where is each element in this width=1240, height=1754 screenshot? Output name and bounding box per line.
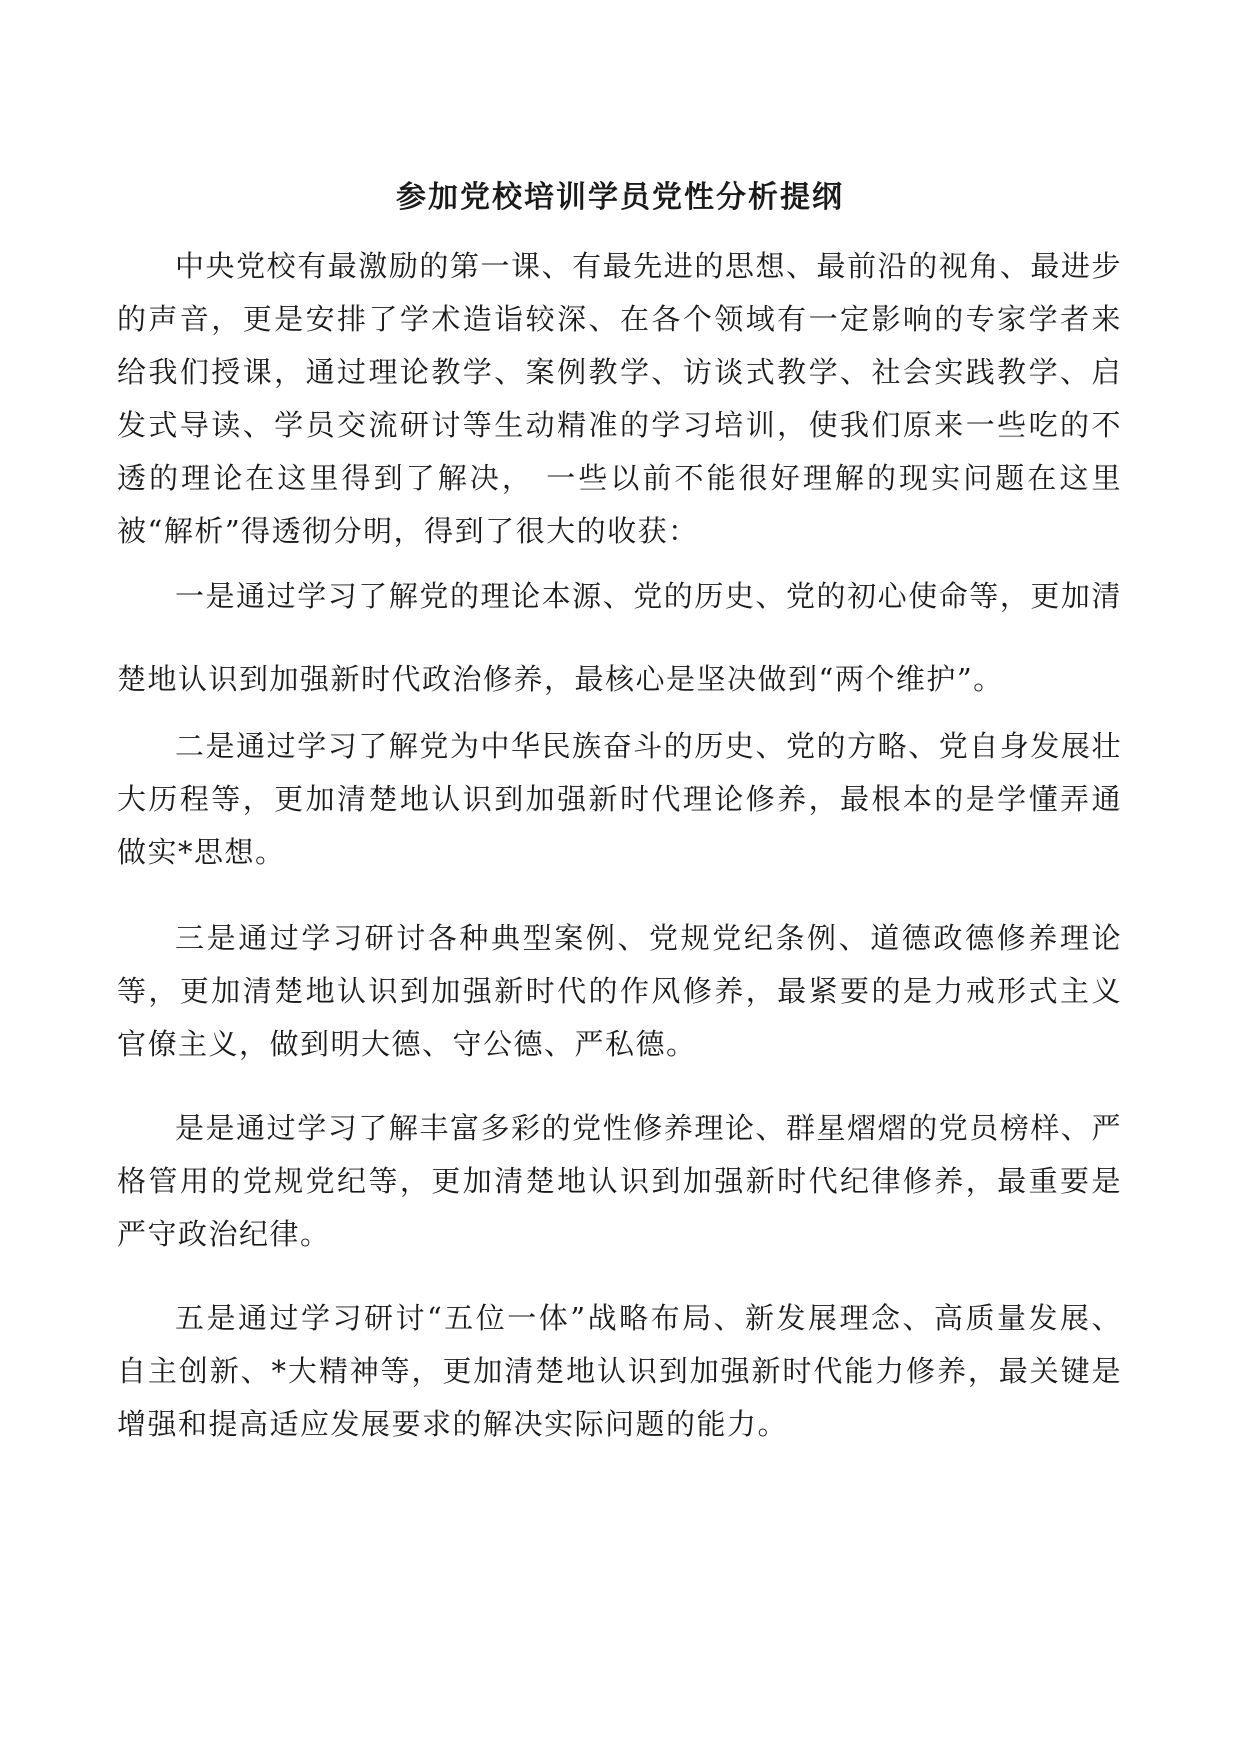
- paragraph-text: 三是通过学习研讨各种典型案例、党规党纪条例、道德政德修养理论等，更加清楚地认识到加强新时代的作风修养，最紧要的是力戒形式主义官僚主义，做到明大德、守公德、严私德。: [117, 921, 1122, 1061]
- paragraph-point-2: [117, 720, 1122, 879]
- paragraph-point-4: [117, 1102, 1122, 1261]
- paragraph-text: 二是通过学习了解党为中华民族奋斗的历史、党的方略、党自身发展壮大历程等，更加清楚地认识到加强新时代理论修养，最根本的是学懂弄通做实*思想。: [117, 729, 1122, 869]
- document-title: 参加党校培训学员党性分析提纲: [396, 180, 844, 215]
- paragraph-point-3: [117, 912, 1122, 1071]
- paragraph-point-5: [117, 1292, 1122, 1451]
- paragraph-text: 五是通过学习研讨“五位一体”战略布局、新发展理念、高质量发展、 自主创新、*大精神等，更加清楚地认识到加强新时代能力修养，最关键是增强和提高适应发展要求的解决实际问题的能力。: [117, 1301, 1122, 1441]
- paragraph-intro: [117, 240, 1122, 558]
- paragraph-text: 中央党校有最激励的第一课、有最先进的思想、最前沿的视角、最进步的声音，更是安排了学术造诣较深、在各个领域有一定影响的专家学者来给我们授课，通过理论教学、案例教学、访谈式教学、社会实践教学、启发式导读、学员交流研讨等生动精准的学习培训，使我们原来一些吃的不透的理论在这里得到了解决， 一些以前不能很好理解的现实问题在这里被“解析”得透彻分明，得到了很大的收获：: [117, 249, 1122, 548]
- paragraph-point-1: [117, 555, 1122, 721]
- paragraph-text: 一是通过学习了解党的理论本源、党的历史、党的初心使命等，更加清楚地认识到加强新时代政治修养，最核心是坚决做到“两个维护”。: [117, 579, 1122, 696]
- paragraph-text: 是是通过学习了解丰富多彩的党性修养理论、群星熠熠的党员榜样、严格管用的党规党纪等，更加清楚地认识到加强新时代纪律修养，最重要是严守政治纪律。: [117, 1111, 1122, 1251]
